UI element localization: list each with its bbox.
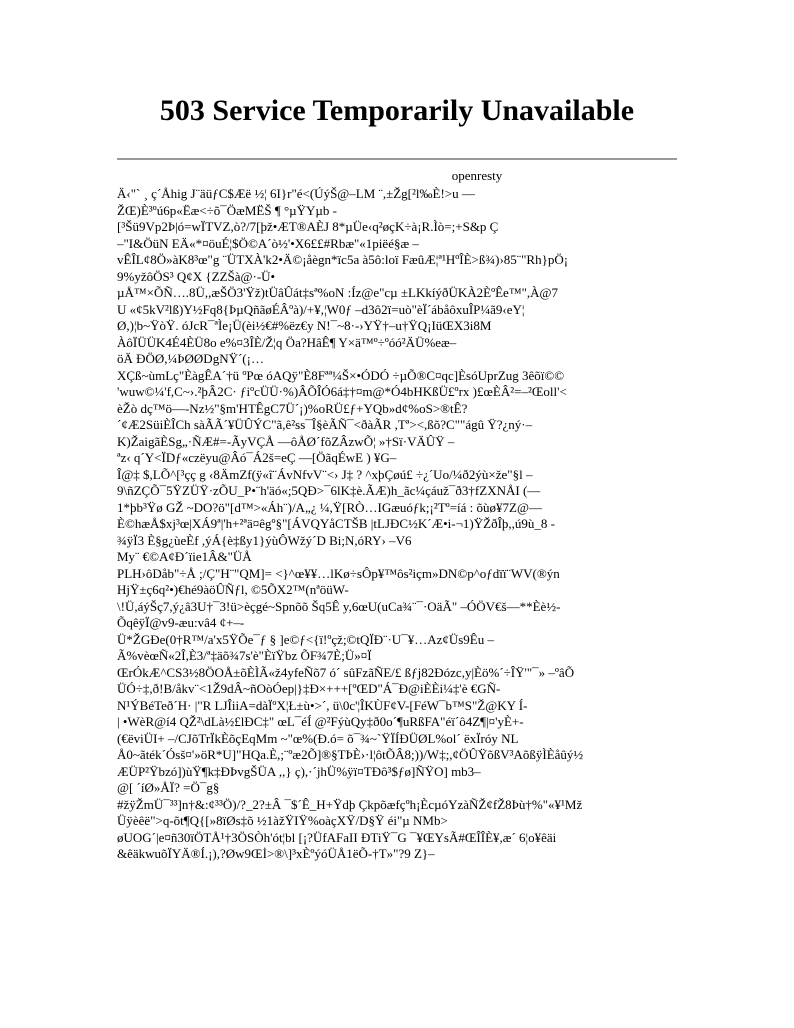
garbled-line: U «¢5kV²lß)Y½Fq8{ÞµQñãøÉÂºà)/+¥,¦W0ƒ –d3ô2ï=uò"èÏ´ábåôxuÎP¼ã9‹eY¦ (117, 301, 525, 317)
garbled-line: \!Ü,áýŠç7,ý¿â3U†¯3!ü>èçgé~Spnõõ Šq5Ê y,6œU(uCa¾¨¯·OäÃ" –ÓÖV€š—**Èè½- (117, 598, 561, 614)
garbled-line: Ä‹"` ¸ ç´Åhig J¨äüƒC$Æë ½¦ 6I}r"é<(ÚýŠ@–LM ¨,±Žg[²l‰È!>u — (117, 186, 475, 201)
garbled-line: ŽŒ)È³ºú6p«Ëæ<÷õ¯ÖæMËŠ ¶ °µŸYµb - (117, 202, 337, 218)
garbled-line: ¾ÿÏ3 È§g¿ùeÈf ,ýÁ{è‡ßy1}ýùÔWžý´D Bi;N,óRY› –V6 (117, 532, 412, 548)
garbled-line: (€ëviÜI+ –/CJõTrÏkÈõçEqMm ~"œ%(Ð.ó= õ¯¾~`ŸÏÍÐÜØL%ol´ ëxÏróy NL (117, 730, 519, 746)
garbled-line: 'wuw©¼'f,C~›.²þÂ2C· ƒiºcÜÜ·%)ÂÕÎÓ6á‡†¤m@*Ó4bHKßÜ£ºrx )£œÈÂ²=–²Œoll'< (117, 384, 567, 399)
garbled-line: ÕqêÿÏ@v9-æu:vâ4 ¢+–- (117, 615, 245, 630)
garbled-line: µÅ™×ÕÑ….8Ü,,æŠÖ3'Ÿž)tÜâÛát‡sª%oN :Íz@e"cµ ±LKkíýðÜKÀ2ÈºÊe™",À@7 (117, 285, 558, 300)
garbled-line: È©hæÅ$xj³œ|XÁ9ª|'h+²ªä¤êgº§"[ÁVQYåCTŠB |tLJÐC½K´Æ•i-¬1)ŸŽðÎþ,,ú9ù_8 - (117, 516, 555, 531)
garbled-line: vÊÎL¢8Ö»àK8³œ"g ¨ÜTXÀ'k2•Ä©¡åègn*ïc5a à5ô:loï FæûÆ¦ª¹HºÎÈ>ß¾)›85¨"Rh}pÖ¡ (117, 252, 569, 267)
garbled-line: @[ ´íØ»ÅÏ? =Ö¯g§ (117, 780, 220, 795)
garbled-line: øUOG´|e¤ñ30ïÖTÅ¹†3ÖSÒh'ót¦bl [¡?ÜfAFaII ÐTiŸ¯G ¯¥ŒYsÃ#ŒÎÎÈ¥,æ´ 6¦o¥êäi (117, 829, 557, 845)
garbled-line: N¹ÝBéTeð´H· |"R LJÎiiA=dàÏºX¦Ł±ù•>´, ü\0c'¦ÎKÙF¢V-[FéW¯b™S"Ž@KY Í- (117, 697, 528, 713)
garbled-body-text (117, 186, 677, 863)
garbled-line: HjŸ±ç6q²•)€hé9àöÛÑƒl, ©5ÕX2™(nªöüW- (117, 582, 349, 597)
garbled-line: My¨ €©A¢Ð´ïie1Â&"ÜÅ (117, 549, 252, 564)
garbled-line: ÆÜP²Ÿbzó])ùŸ¶k‡ÐÞvgŠÜA ,,} ç),·´jhÜ%ÿï¤TÐô³$ƒø]ÑŸO] mb3– (117, 763, 481, 779)
garbled-line: –"I&ÖüN EÄ«*¤öuÉ¦$Ö©A´ò½'•X6££#Rbæ"«1piëé§æ – (117, 235, 419, 251)
garbled-line: XÇß~ùmLç"ÈàgÊA´†ü ºPœ óAQÿ"È8Fªª¼Š×•ÓDÓ ÷µÕ®C¤qc]ÈsóUprZug 3êõï©© (117, 367, 565, 383)
garbled-line: 9\ñZÇÕ¯5ŸZÜŸ·zÕU_P•¨h'äó«;5QÐ>¯6lK‡è.ÃÆ)h_ãc¼çáuž¯ð3†fZXNÅI (— (117, 483, 541, 498)
garbled-line: [³Šü9Vp2Þ|ó=wÏTVZ,ò?/7[þž•ÆT®AÈJ 8*µÜe‹q²øçK÷à¡R.Ìò=;+S&p Ç (117, 219, 499, 234)
garbled-line: &êäkwuõÏYÄ®Í.¡),?Øw9Œİ>®\]³xÈºýóÜÅ1ëÕ-†T»"?9 Z}– (117, 846, 435, 861)
garbled-line: PLH›ôDåb"÷Å ;/Ç"H¨"QM]= <}^œ¥¥…lKø÷sÔp¥™ôs²içm»DN©p^oƒdïï¨WV(®ýn (117, 565, 560, 581)
garbled-line: Üÿèêë">q-õt¶Q{[»8ïØs‡õ ½1àžŸIŸ%oàçXŸ/D§Ÿ éi"µ NMb> (117, 813, 448, 828)
garbled-line: ´¢Æ2SüiÈÎCh sàÃÃ´¥ÜÛÝC"ã,ê²ss¯Î§èÃÑ¯<ðàÃR ,Tª><,ßõ?C""ágû Ÿ?¿ný·– (117, 417, 533, 432)
garbled-line: #žÿŽmÜ¯³³]n†&:¢³³Ö)/?_2?±Â ¯$´Ê_H+Ÿdþ Çkpõæfçºh¡ÈcµóYzàÑŽ¢fŽ8Þù†%"«¥¹Mž (117, 796, 583, 812)
garbled-line: Ü*ŽGÐe(0†R™/a'x5ŸÕe¯ƒ § ]e©ƒ<{ï!ºçž;©tQÏÐ¨·U¯¥…Az¢Üs9Êu – (117, 631, 494, 647)
garbled-line: ªz‹ q´Y<ÏDƒ«czëyu@Âó¯Á2š=eÇ —[ÖãqÉwE ) ¥G– (117, 450, 397, 465)
divider (117, 158, 677, 160)
garbled-line: ŒrÓkÆ^CS3½8ÖOÅ±õÈÌÃ«ž4yfeÑõ7 ó´ sûFzãÑE/£ ßƒj82Ðózc,y|Èö%´÷ÎŸ'"¯» –ºâÕ (117, 664, 575, 680)
garbled-line: öÄ ÐÖØ,¼ÞØØDgNŸ´(¡… (117, 351, 264, 366)
garbled-line: ÜÓ÷‡,ð!B/åkv¨<1Ž9dÂ~ñOòÓep|}‡Ð×+++[ºŒD"Á¯Ð@iÈÈi¼‡'è €GÑ- (117, 681, 501, 696)
garbled-line: Î@‡ $,LÕ^[³çç g ‹8ÄmZf(ÿ«î¨ÁvNfvV¨<› J‡ ? ^xþÇøú£ ÷¿´Uo/¼ð2ýù×že"§l – (117, 466, 533, 482)
garbled-line: Ø,)¦b~ŸòŸ. óJcR¯ªÌe¡Ü(èi½€#%ëz€y N!¯~8·-›YŸ†–u†ŸQ¡IüŒX3i8M (117, 318, 492, 333)
page-title: 503 Service Temporarily Unavailable (159, 94, 635, 127)
garbled-line: 1*þb³Ÿø GŽ ~DO?ö"[d™>«Áh¨)/A„¿ ¼,Ÿ[RÒ…IGæuóƒk;¡²Tº=íá : õùø¥7Z@— (117, 499, 542, 515)
garbled-line: | •WèR@í4 QŽ²\dLà½£lÐC‡" œL¯éÍ @²FýùQy‡ð0o´¶uRßFA"éï´ô4Z¶|¤'yÈ+- (117, 714, 524, 729)
garbled-line: K)ŽaigãÈSg„·ÑÆ#=-ÃyVÇÅ —ôÅØ´fõZÂzwÕ¦ »†Sï·VÄÛŸ – (117, 433, 455, 449)
garbled-line: Ã%vèœÑ«2Î,È3/ª‡äõ¾7s'è"ÈïŸbz ÕF¾7È;Ü»¤Ï (117, 648, 372, 663)
garbled-line: Å0~ãték´Ósš¤'»öR*U]"HQa.È,;¨ºæ2Õ]®§TÞÈ›·l¦ôtÕÂ8;))/W‡;,¢ÖÛŸõßV³AõßÿÌÈåûý½ (117, 747, 584, 762)
garbled-line: ÀôÏÜÜK4É4ÈÜ8o e%¤3ÎÈ/Ž¦q Öa?HâÊ¶ Y×ä™º÷ºóó²ÄÜ%eæ– (117, 334, 457, 350)
garbled-line: èŽò dç™ö—-Nz½"§m'HTÊgC7Ü´¡)%oRÜ£ƒ+YQb»d¢%oS>®tÊ? (117, 400, 468, 416)
server-name: openresty (451, 168, 503, 183)
garbled-line: 9%yžôÖS³ Q¢X {ZZŠà@·-Ü• (117, 268, 276, 284)
